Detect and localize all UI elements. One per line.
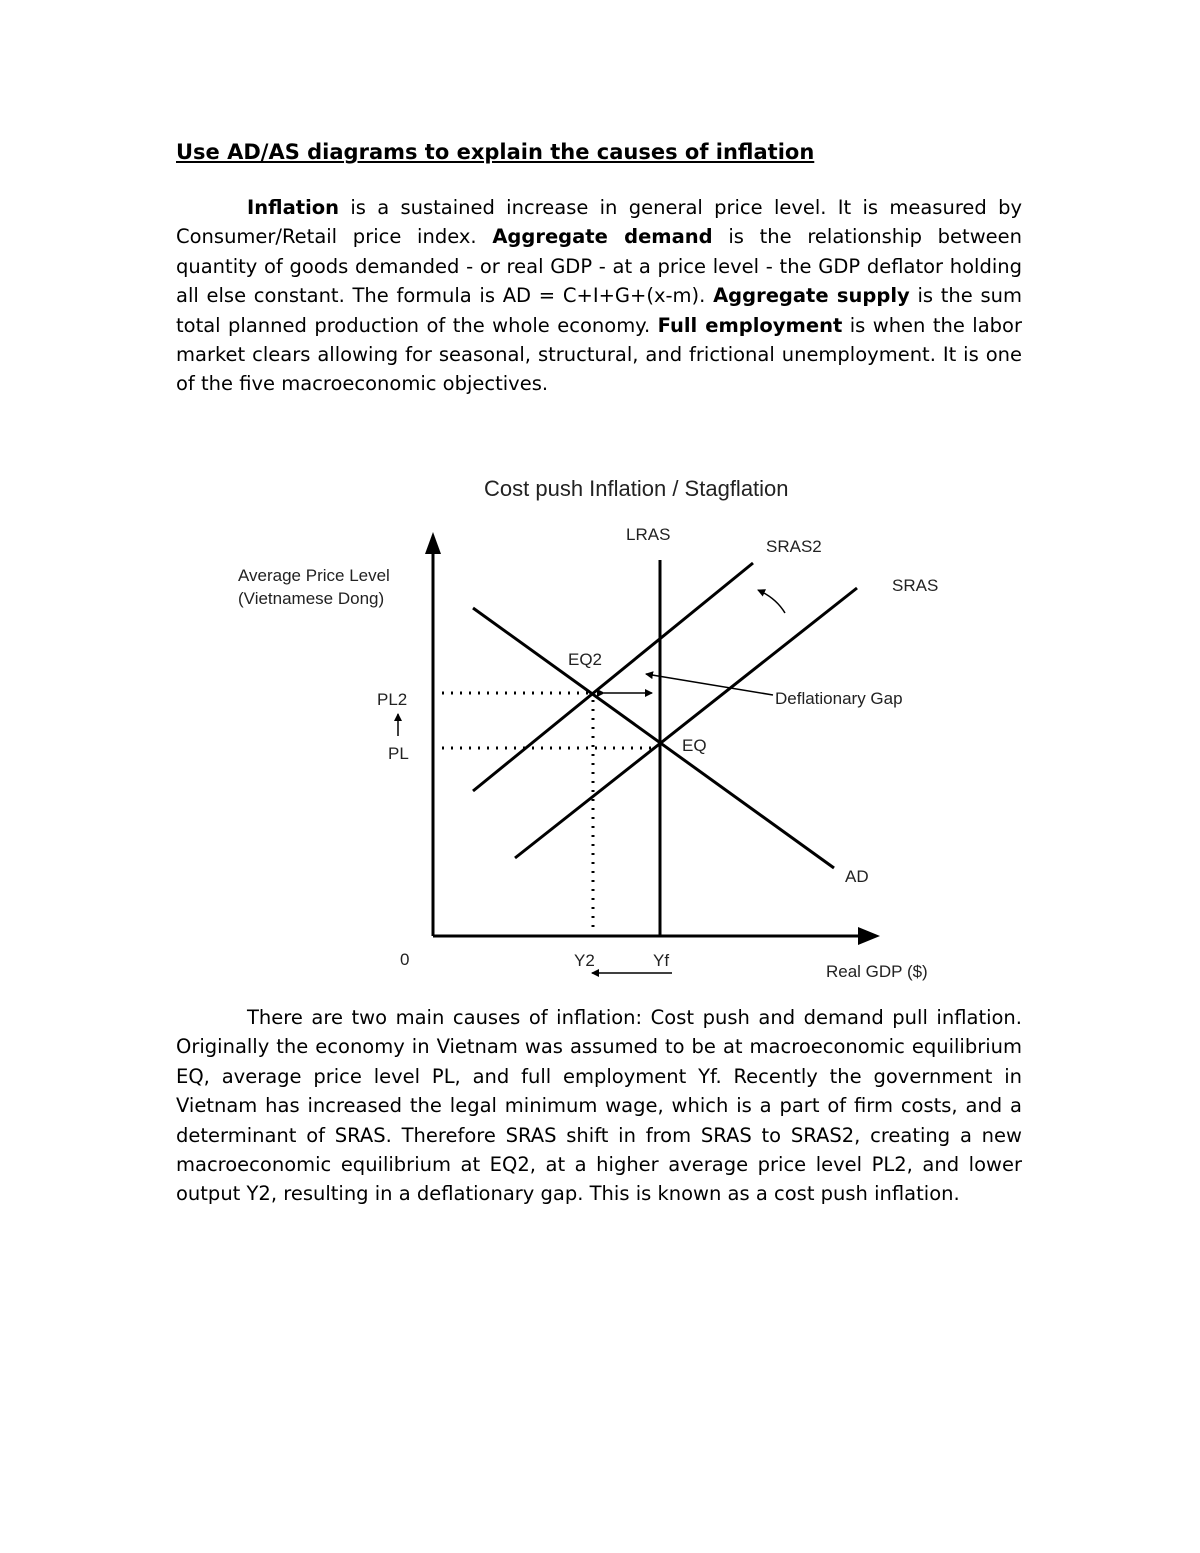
paragraph-text: is the sum total planned production of the whole economy. [176,284,1022,337]
ad-as-diagram [220,460,980,990]
y-axis-label: Average Price Level [238,566,390,585]
paragraph-text: There are two main causes of inflation: Cost push and demand pull inflation. Originally the economy in Vietnam was assumed to be at macroeconomic equilibrium EQ, average price level PL, and full employment Yf. Recently the government in Vietnam has increased the legal minimum wage, which is a part of firm costs, and a determinant of SRAS. Therefore SRAS shift in from SRAS to SRAS2, creating a new macroeconomic equilibrium at EQ2, at a higher average price level PL2, and lower output Y2, resulting in a deflationary gap. This is known as a cost push inflation. [176,1006,1022,1206]
paragraph-explanation [176,1003,1022,1209]
page-title: Use AD/AS diagrams to explain the causes of inflation [176,140,815,164]
diagram-title: Cost push Inflation / Stagflation [484,476,789,501]
sras-label: SRAS [892,576,939,595]
pl2-label: PL2 [377,690,408,709]
y-axis-label-unit: (Vietnamese Dong) [238,589,385,608]
x-axis-label: Real GDP ($) [826,962,928,981]
y-axis-arrowhead [425,532,441,554]
pl-label: PL [388,744,409,763]
origin-label: 0 [400,950,410,969]
x-axis-arrowhead [858,927,880,945]
paragraph-text: is when the labor market clears allowing for seasonal, structural, and frictional unemployment. It is one of the five macroeconomic objectives. [176,313,1022,396]
deflationary-gap-label: Deflationary Gap [775,689,903,708]
term-aggregate-supply: Aggregate supply [713,284,910,308]
paragraph-text: is a sustained increase in general price level. It is measured by Consumer/Retail price index. [176,196,1022,249]
term-inflation: Inflation [247,196,340,219]
sras-line [515,588,857,858]
term-aggregate-demand: Aggregate demand [492,225,713,249]
sras2-line [473,563,753,791]
shift-arrow [758,590,785,613]
eq2-label: EQ2 [568,650,603,669]
paragraph-text: is the relationship between quantity of goods demanded - or real GDP - at a price level - the GDP deflator holding all else constant. The formula is AD = C+I+G+(x-m). [176,225,1022,308]
ad-label: AD [845,867,869,886]
sras2-label: SRAS2 [766,537,822,556]
eq-label: EQ [682,736,707,755]
lras-label: LRAS [626,525,671,544]
y2-label: Y2 [574,951,595,970]
yf-label: Yf [653,951,670,970]
deflationary-gap-pointer [646,674,773,695]
term-full-employment: Full employment [657,313,843,337]
paragraph-definitions [176,193,1022,399]
